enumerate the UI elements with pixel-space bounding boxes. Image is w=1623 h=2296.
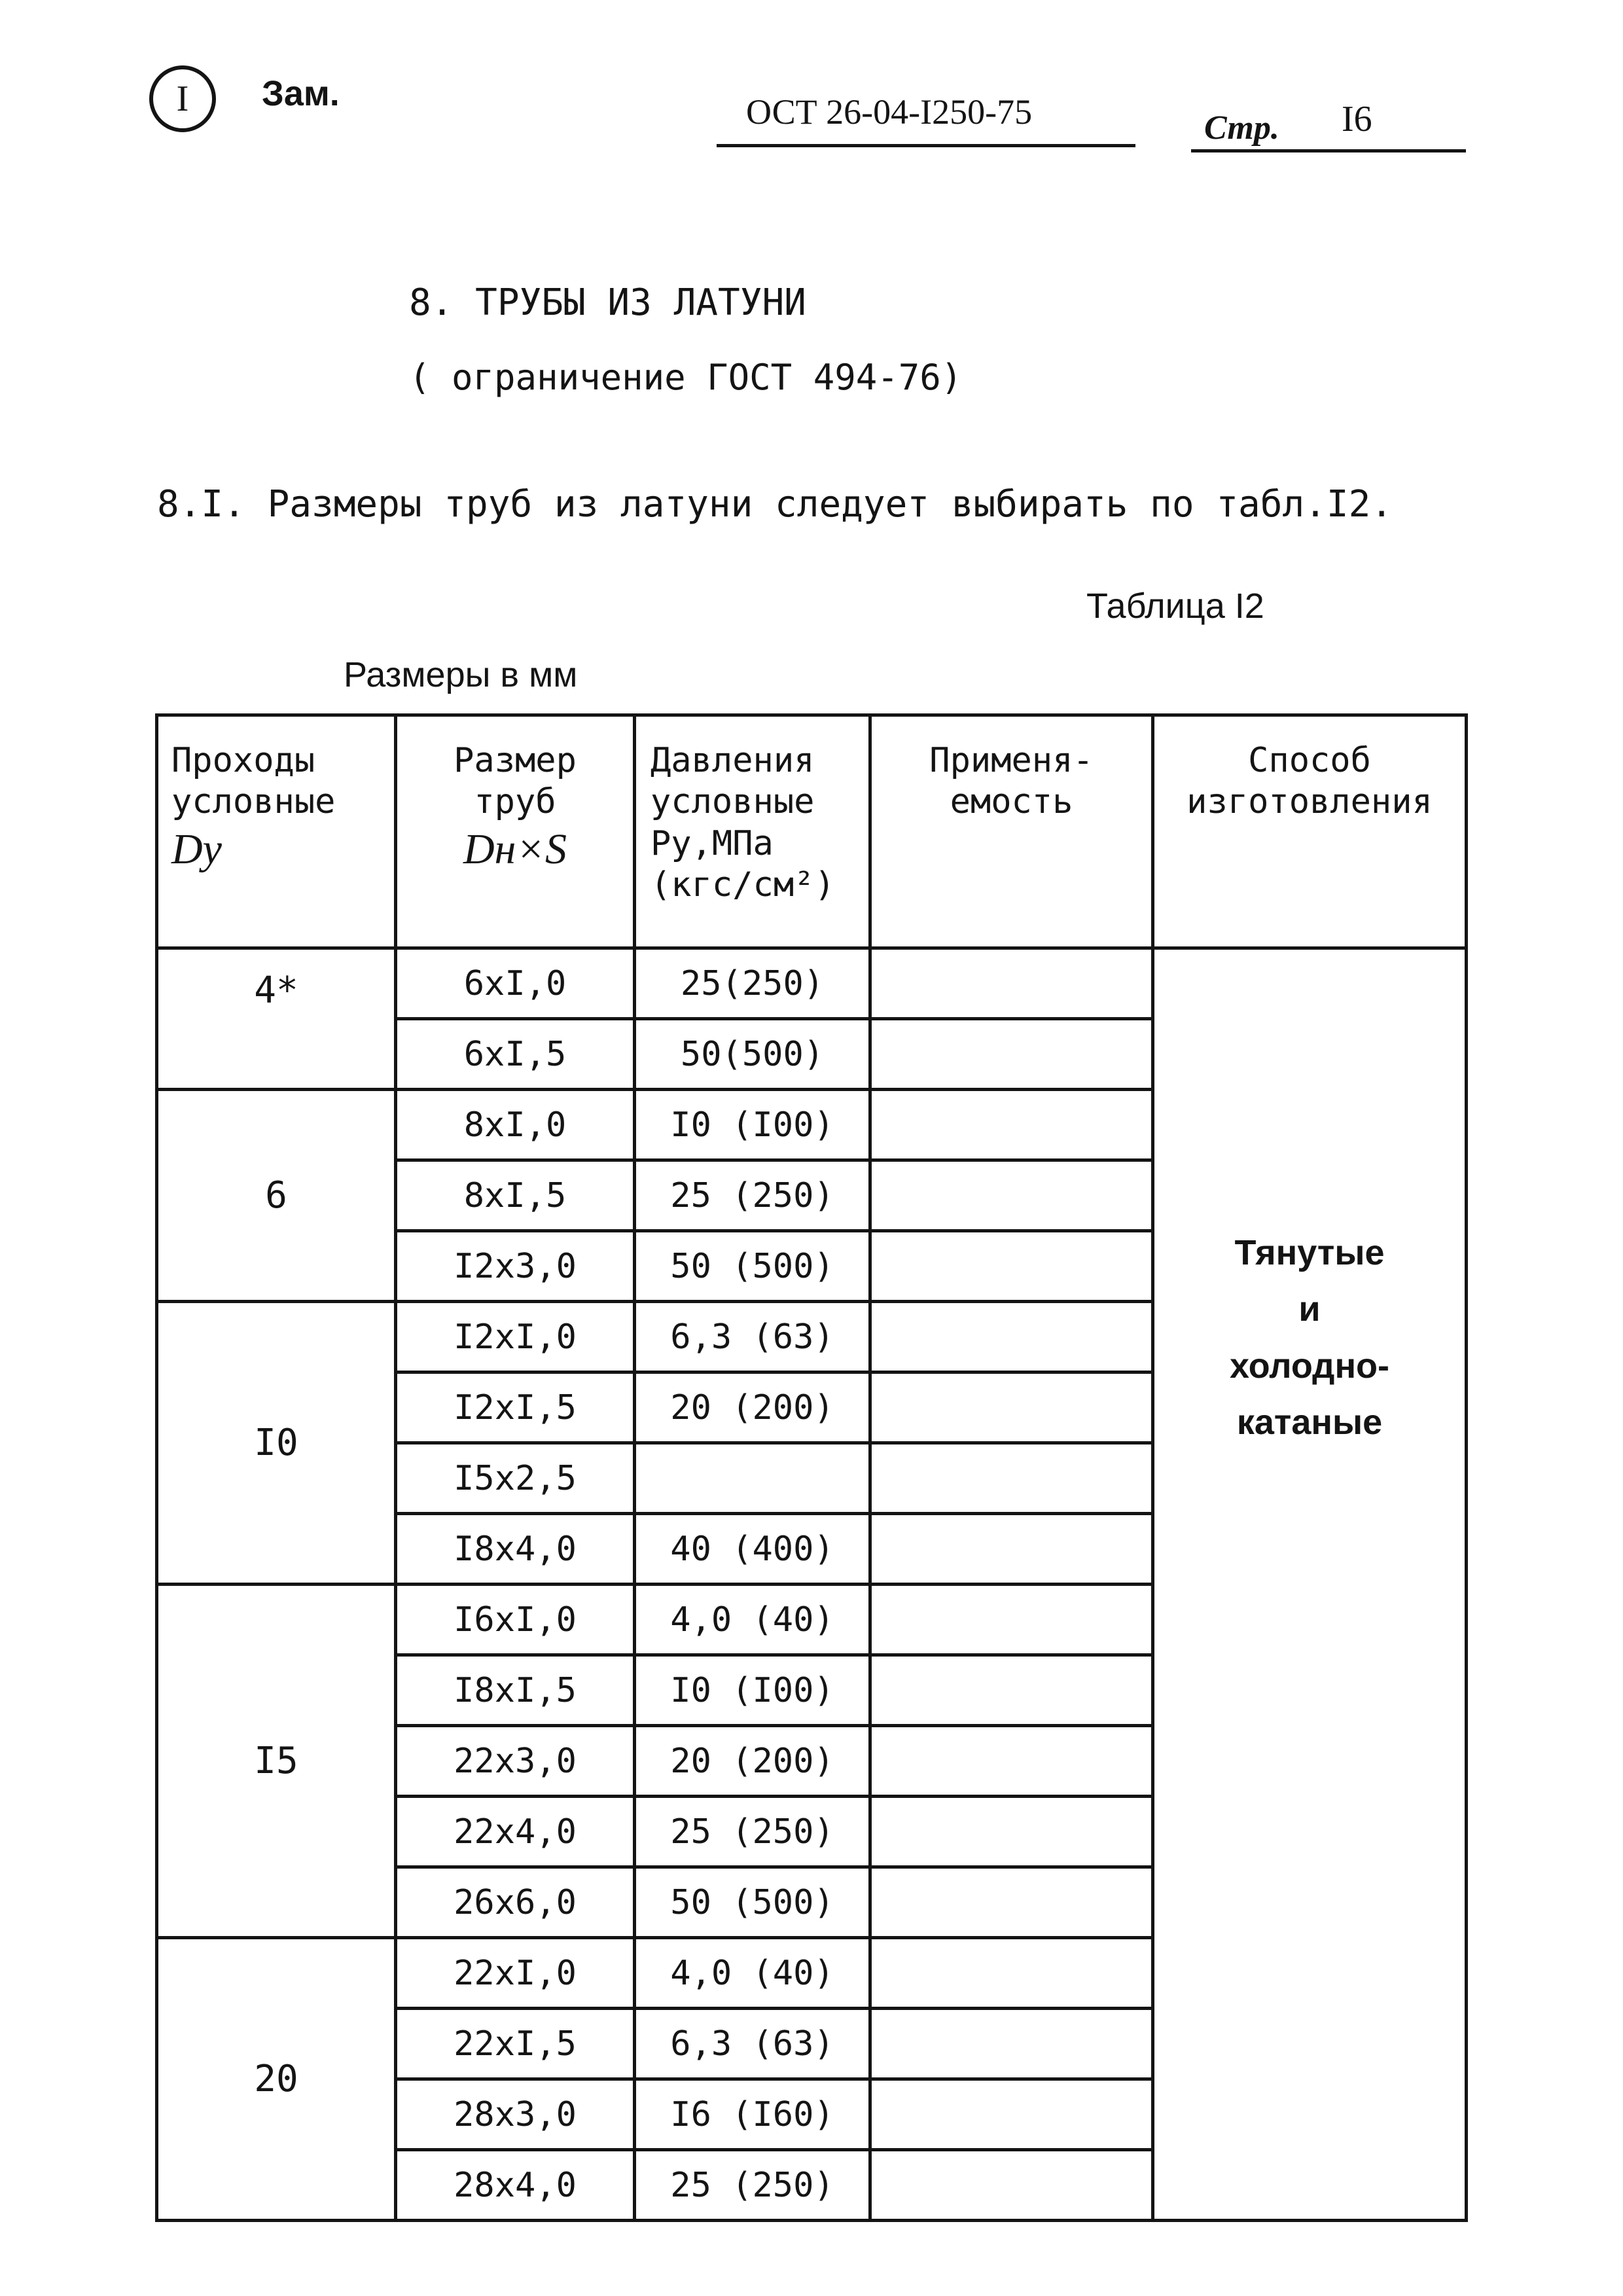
table-row <box>157 948 1467 1019</box>
pressure-cell: 6,3 (63) <box>635 1302 870 1372</box>
change-number: I <box>176 79 189 119</box>
header-appl-line2: емость <box>950 782 1073 822</box>
method-line2: и <box>1298 1289 1321 1329</box>
pressure-cell: 50(500) <box>635 1019 870 1090</box>
pressure-cell: 40 (400) <box>635 1514 870 1585</box>
pressure-cell: 25 (250) <box>635 1797 870 1867</box>
header-size-line2: труб <box>474 782 556 822</box>
section-restriction: ( ограничение ГОСТ 494-76) <box>409 357 963 398</box>
pressure-cell: 4,0 (40) <box>635 1938 870 2009</box>
applicability-cell <box>870 1514 1153 1585</box>
size-cell: I8хI,5 <box>396 1655 635 1726</box>
pressure-cell: 25 (250) <box>635 2150 870 2221</box>
pressure-cell: 50 (500) <box>635 1231 870 1302</box>
applicability-cell <box>870 1019 1153 1090</box>
size-cell: I6хI,0 <box>396 1585 635 1655</box>
size-cell: I8х4,0 <box>396 1514 635 1585</box>
pressure-cell: 50 (500) <box>635 1867 870 1938</box>
header-pressure-line1: Давления <box>651 741 815 780</box>
header-pressure-line4: (кгс/см²) <box>651 865 835 905</box>
dy-cell: I5 <box>157 1585 396 1938</box>
header-size <box>396 715 635 948</box>
applicability-cell <box>870 1372 1153 1443</box>
applicability-cell <box>870 1797 1153 1867</box>
applicability-cell <box>870 2150 1153 2221</box>
applicability-cell <box>870 1655 1153 1726</box>
pressure-cell: 6,3 (63) <box>635 2009 870 2079</box>
method-line3: холодно- <box>1229 1346 1390 1386</box>
size-cell: I5х2,5 <box>396 1443 635 1514</box>
header-applicability <box>870 715 1153 948</box>
size-cell: I2х3,0 <box>396 1231 635 1302</box>
dy-cell: 6 <box>157 1090 396 1302</box>
dy-cell: I0 <box>157 1302 396 1585</box>
header-size-line1: Размер <box>454 741 577 780</box>
pressure-cell <box>635 1443 870 1514</box>
method-cell <box>1153 948 1467 2221</box>
size-cell: 22хI,5 <box>396 2009 635 2079</box>
pressure-cell: 4,0 (40) <box>635 1585 870 1655</box>
applicability-cell <box>870 1090 1153 1160</box>
size-cell: 28х3,0 <box>396 2079 635 2150</box>
table-label: Таблица I2 <box>1086 586 1264 626</box>
size-cell: 8хI,0 <box>396 1090 635 1160</box>
applicability-cell <box>870 1726 1153 1797</box>
applicability-cell <box>870 1938 1153 2009</box>
size-cell: 8хI,5 <box>396 1160 635 1231</box>
header-dy <box>157 715 396 948</box>
page-number-underline <box>1191 149 1466 152</box>
dy-cell: 4* <box>157 948 396 1090</box>
size-cell: I2хI,5 <box>396 1372 635 1443</box>
size-cell: 22х3,0 <box>396 1726 635 1797</box>
document-code-underline <box>717 144 1135 147</box>
header-method <box>1153 715 1467 948</box>
method-line4: катаные <box>1236 1403 1383 1443</box>
pressure-cell: 20 (200) <box>635 1726 870 1797</box>
header-pressure-line2: условные <box>651 782 815 822</box>
applicability-cell <box>870 1443 1153 1514</box>
applicability-cell <box>870 1302 1153 1372</box>
method-line1: Тянутые <box>1234 1233 1385 1272</box>
applicability-cell <box>870 1231 1153 1302</box>
size-cell: 22хI,0 <box>396 1938 635 2009</box>
pipe-size-table <box>155 713 1468 2222</box>
applicability-cell <box>870 2079 1153 2150</box>
applicability-cell <box>870 2009 1153 2079</box>
pressure-cell: 25(250) <box>635 948 870 1019</box>
table-header-row <box>157 715 1467 948</box>
header-dy-line2: условные <box>171 782 336 822</box>
header-pressure <box>635 715 870 948</box>
pressure-cell: 25 (250) <box>635 1160 870 1231</box>
change-number-circle <box>149 65 216 132</box>
page-label: Стр. <box>1204 109 1279 147</box>
units-note: Размеры в мм <box>344 655 578 694</box>
pressure-cell: I6 (I60) <box>635 2079 870 2150</box>
header-method-line1: Способ <box>1248 741 1371 780</box>
pressure-cell: I0 (I00) <box>635 1090 870 1160</box>
header-appl-line1: Применя- <box>929 741 1094 780</box>
pressure-cell: 20 (200) <box>635 1372 870 1443</box>
change-label: Зам. <box>262 74 340 113</box>
header-method-line2: изготовления <box>1186 782 1433 822</box>
section-title: 8. ТРУБЫ ИЗ ЛАТУНИ <box>409 281 806 324</box>
document-code: ОСТ 26-04-I250-75 <box>746 92 1033 132</box>
size-cell: 6хI,0 <box>396 948 635 1019</box>
header-dy-line1: Проходы <box>171 741 315 780</box>
dy-cell: 20 <box>157 1938 396 2221</box>
applicability-cell <box>870 1867 1153 1938</box>
size-cell: I2хI,0 <box>396 1302 635 1372</box>
size-cell: 6хI,5 <box>396 1019 635 1090</box>
header-dy-symbol: Dу <box>171 825 222 873</box>
size-cell: 28х4,0 <box>396 2150 635 2221</box>
clause-text: 8.I. Размеры труб из латуни следует выбирать по табл.I2. <box>157 483 1393 526</box>
pressure-cell: I0 (I00) <box>635 1655 870 1726</box>
applicability-cell <box>870 948 1153 1019</box>
size-cell: 22х4,0 <box>396 1797 635 1867</box>
header-pressure-line3: Ру,МПа <box>651 823 774 863</box>
size-cell: 26х6,0 <box>396 1867 635 1938</box>
applicability-cell <box>870 1160 1153 1231</box>
applicability-cell <box>870 1585 1153 1655</box>
header-size-symbol: Dн×S <box>463 825 567 873</box>
page-number: I6 <box>1342 99 1372 139</box>
